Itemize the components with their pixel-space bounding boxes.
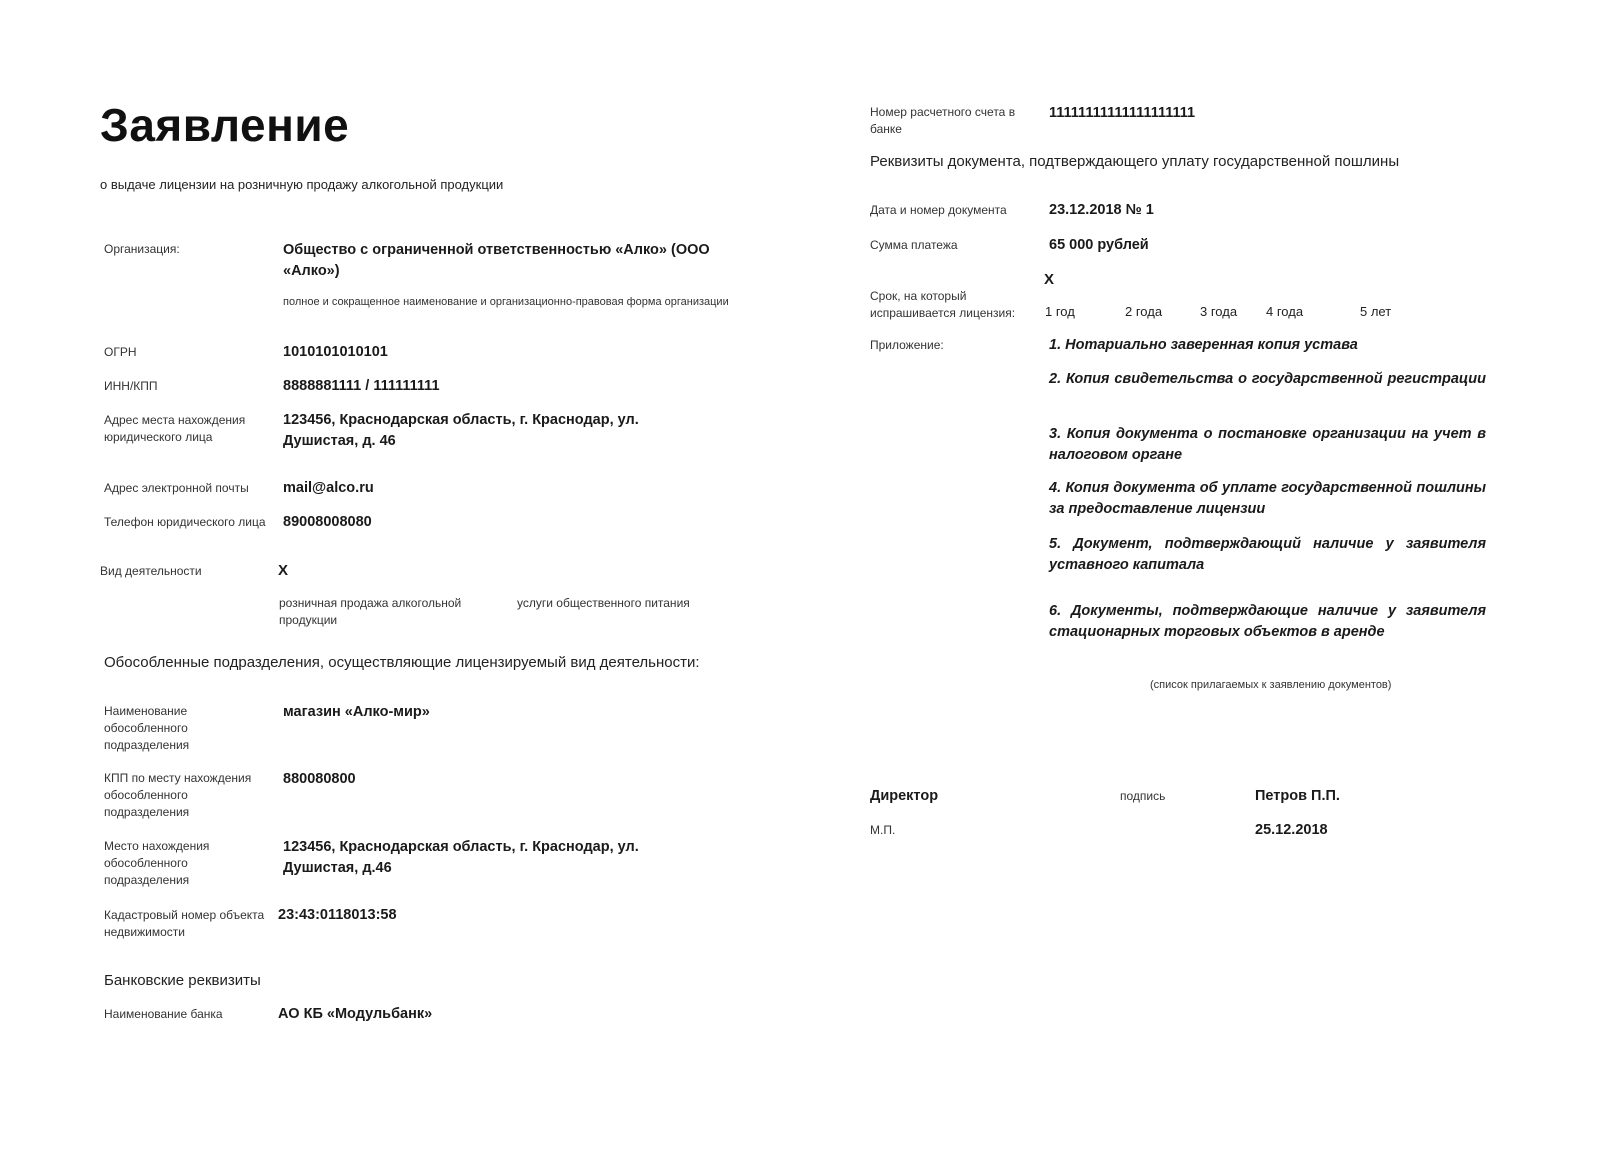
branch-location-label: Место нахождения обособленного подразделения [104,839,210,887]
address-value: 123456, Краснодарская область, г. Краснодар, ул. Душистая, д. 46 [283,412,639,449]
signer-name: Петров П.П. [1255,788,1340,804]
activity-mark: X [278,562,289,579]
inn-value: 8888881111 / 111111111 [283,378,440,394]
branch-kpp-value: 880080800 [283,771,356,787]
attachment-item: 2. Копия свидетельства о государственной регистрации [1049,371,1486,387]
branch-kpp-label: КПП по месту нахождения обособленного подразделения [104,771,252,819]
term-option-4: 4 года [1266,304,1304,319]
inn-label: ИНН/КПП [104,379,158,393]
branch-name-value: магазин «Алко-мир» [283,704,430,720]
term-option-3: 3 года [1200,304,1238,319]
term-mark: X [1044,271,1055,288]
term-label: Срок, на который испрашивается лицензия: [870,289,1016,320]
signature-date: 25.12.2018 [1255,822,1328,838]
payment-sum-label: Сумма платежа [870,238,958,252]
org-note: полное и сокращенное наименование и организационно-правовая форма организации [283,296,729,308]
ogrn-value: 1010101010101 [283,344,388,360]
activity-option-catering: услуги общественного питания [517,596,690,610]
term-option-5: 5 лет [1360,304,1392,319]
account-value: 11111111111111111111 [1049,105,1196,121]
payment-date-value: 23.12.2018 № 1 [1049,202,1154,218]
ogrn-label: ОГРН [104,345,137,359]
branch-heading: Обособленные подразделения, осуществляющие лицензируемый вид деятельности: [104,654,700,671]
cadastral-value: 23:43:0118013:58 [278,907,397,923]
email-label: Адрес электронной почты [104,481,249,495]
attachment-item: 5. Документ, подтверждающий наличие у заявителя уставного капитала [1049,536,1486,573]
attachment-item: 1. Нотариально заверенная копия устава [1049,337,1358,353]
attachment-item: 4. Копия документа об уплате государственной пошлины за предоставление лицензии [1049,480,1486,517]
phone-label: Телефон юридического лица [104,515,266,529]
branch-name-label: Наименование обособленного подразделения [104,704,190,752]
email-value: mail@alco.ru [283,480,374,496]
phone-value: 89008008080 [283,514,372,530]
document-title: Заявление [100,99,350,151]
signer-position: Директор [870,788,939,804]
attachment-item: 6. Документы, подтверждающие наличие у заявителя стационарных торговых объектов в аренде [1049,603,1486,640]
activity-option-retail: розничная продажа алкогольной продукции [279,596,462,627]
attachments-label: Приложение: [870,338,944,352]
term-option-2: 2 года [1125,304,1163,319]
payment-heading: Реквизиты документа, подтверждающего уплату государственной пошлины [870,153,1400,170]
payment-date-label: Дата и номер документа [870,203,1007,217]
address-label: Адрес места нахождения юридического лица [104,413,246,444]
payment-sum-value: 65 000 рублей [1049,237,1149,253]
bank-heading: Банковские реквизиты [104,972,261,989]
attachments-note: (список прилагаемых к заявлению документов) [1150,679,1392,691]
account-label: Номер расчетного счета в банке [870,105,1016,136]
org-label: Организация: [104,242,180,256]
stamp-label: М.П. [870,823,896,837]
signature-label: подпись [1120,789,1166,803]
attachment-item: 3. Копия документа о постановке организации на учет в налоговом органе [1049,426,1486,463]
org-value: Общество с ограниченной ответственностью «Алко» (ООО «Алко») [283,242,710,279]
bank-name-value: АО КБ «Модульбанк» [278,1006,433,1022]
term-option-1: 1 год [1045,304,1075,319]
branch-location-value: 123456, Краснодарская область, г. Краснодар, ул. Душистая, д.46 [283,839,639,876]
bank-name-label: Наименование банка [104,1007,223,1021]
cadastral-label: Кадастровый номер объекта недвижимости [104,908,265,939]
document-subtitle: о выдаче лицензии на розничную продажу алкогольной продукции [100,177,504,192]
activity-label: Вид деятельности [100,564,202,578]
